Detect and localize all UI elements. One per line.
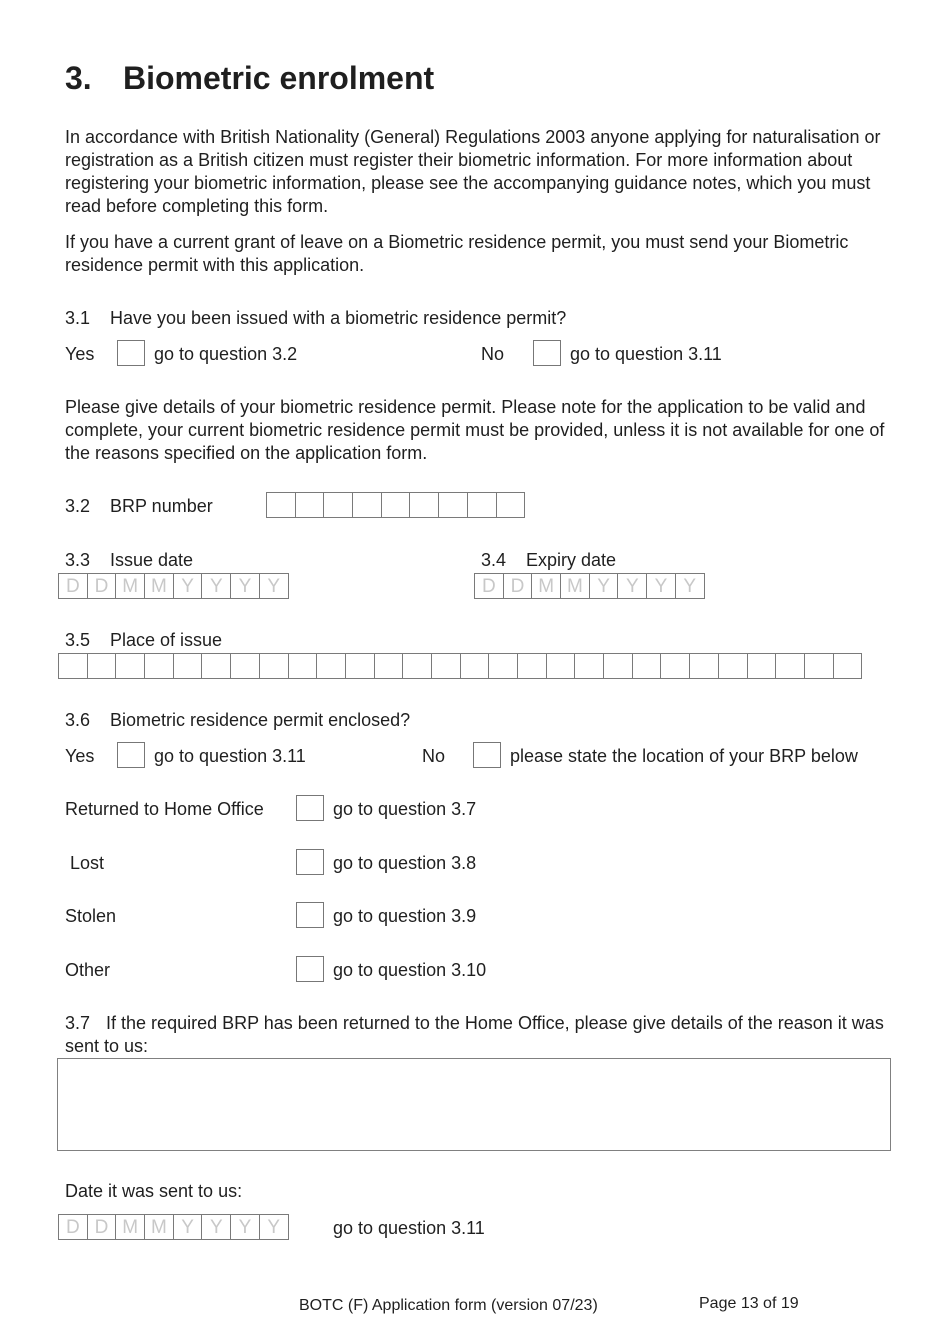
date-cell[interactable]: Y xyxy=(589,573,619,599)
brp-digit-cell[interactable] xyxy=(496,492,526,518)
place-char-cell[interactable] xyxy=(517,653,547,679)
expiry-date-input[interactable] xyxy=(474,573,705,599)
q35-number: 3.5 xyxy=(65,630,91,650)
place-char-cell[interactable] xyxy=(173,653,203,679)
q34-label: Expiry date xyxy=(526,550,617,570)
q36-yes-label: Yes xyxy=(65,746,95,766)
place-char-cell[interactable] xyxy=(58,653,88,679)
location-lost-checkbox[interactable] xyxy=(296,849,324,875)
place-char-cell[interactable] xyxy=(431,653,461,679)
place-char-cell[interactable] xyxy=(718,653,748,679)
details-paragraph: Please give details of your biometric residence permit. Please note for the application to be valid and complete, your current biometric residence permit must be provided, unless it is not available for one of the reasons specified on the application form. xyxy=(65,397,885,463)
place-char-cell[interactable] xyxy=(775,653,805,679)
q33-number: 3.3 xyxy=(65,550,91,570)
q37-number: 3.7 xyxy=(65,1013,91,1033)
place-char-cell[interactable] xyxy=(115,653,145,679)
date-cell[interactable]: M xyxy=(144,1214,174,1240)
place-char-cell[interactable] xyxy=(144,653,174,679)
date-cell[interactable]: Y xyxy=(230,573,260,599)
footer-form-name: BOTC (F) Application form (version 07/23) xyxy=(299,1297,598,1314)
place-char-cell[interactable] xyxy=(259,653,289,679)
q36-yes-checkbox[interactable] xyxy=(117,742,145,768)
date-cell[interactable]: M xyxy=(531,573,561,599)
location-other-goto: go to question 3.10 xyxy=(333,960,487,980)
q31-no-label: No xyxy=(481,344,505,364)
date-cell[interactable]: M xyxy=(560,573,590,599)
place-char-cell[interactable] xyxy=(230,653,260,679)
q34-number: 3.4 xyxy=(481,550,507,570)
q31-question: Have you been issued with a biometric residence permit? xyxy=(110,308,567,328)
place-char-cell[interactable] xyxy=(603,653,633,679)
brp-digit-cell[interactable] xyxy=(323,492,353,518)
brp-number-input[interactable] xyxy=(266,492,525,518)
place-char-cell[interactable] xyxy=(402,653,432,679)
date-cell[interactable]: M xyxy=(115,1214,145,1240)
location-other-label: Other xyxy=(65,960,111,980)
place-of-issue-input[interactable] xyxy=(58,653,862,679)
place-char-cell[interactable] xyxy=(689,653,719,679)
brp-digit-cell[interactable] xyxy=(467,492,497,518)
location-other-checkbox[interactable] xyxy=(296,956,324,982)
date-cell[interactable]: M xyxy=(115,573,145,599)
date-cell[interactable]: D xyxy=(58,573,88,599)
place-char-cell[interactable] xyxy=(632,653,662,679)
place-char-cell[interactable] xyxy=(488,653,518,679)
q37-text: If the required BRP has been returned to the Home Office, please give details of the reason it was sent to us: xyxy=(65,1013,884,1056)
date-sent-goto: go to question 3.11 xyxy=(333,1218,485,1238)
brp-digit-cell[interactable] xyxy=(352,492,382,518)
date-cell[interactable]: M xyxy=(144,573,174,599)
section-number: 3. xyxy=(65,60,92,96)
brp-digit-cell[interactable] xyxy=(295,492,325,518)
q33-label: Issue date xyxy=(110,550,194,570)
q32-label: BRP number xyxy=(110,496,213,516)
date-sent-input[interactable] xyxy=(58,1214,289,1240)
brp-digit-cell[interactable] xyxy=(438,492,468,518)
return-reason-textarea[interactable] xyxy=(57,1058,891,1151)
date-cell[interactable]: Y xyxy=(675,573,705,599)
date-cell[interactable]: Y xyxy=(617,573,647,599)
date-cell[interactable]: Y xyxy=(201,573,231,599)
place-char-cell[interactable] xyxy=(546,653,576,679)
date-cell[interactable]: D xyxy=(58,1214,88,1240)
q32-number: 3.2 xyxy=(65,496,91,516)
place-char-cell[interactable] xyxy=(201,653,231,679)
brp-digit-cell[interactable] xyxy=(266,492,296,518)
place-char-cell[interactable] xyxy=(833,653,863,679)
location-returned-goto: go to question 3.7 xyxy=(333,799,477,819)
place-char-cell[interactable] xyxy=(87,653,117,679)
date-cell[interactable]: D xyxy=(503,573,533,599)
date-cell[interactable]: Y xyxy=(230,1214,260,1240)
place-char-cell[interactable] xyxy=(804,653,834,679)
issue-date-input[interactable] xyxy=(58,573,289,599)
date-cell[interactable]: D xyxy=(87,1214,117,1240)
location-lost-goto: go to question 3.8 xyxy=(333,853,477,873)
q31-no-goto: go to question 3.11 xyxy=(570,344,722,364)
date-cell[interactable]: Y xyxy=(646,573,676,599)
date-cell[interactable]: Y xyxy=(173,573,203,599)
place-char-cell[interactable] xyxy=(747,653,777,679)
intro-paragraph-2: If you have a current grant of leave on a Biometric residence permit, you must send your Biometric residence permit with this application. xyxy=(65,232,849,275)
q35-label: Place of issue xyxy=(110,630,223,650)
q36-no-label: No xyxy=(422,746,446,766)
intro-paragraph-1: In accordance with British Nationality (General) Regulations 2003 anyone applying for naturalisation or registration as a British citizen must register their biometric information. For more information about registering your biometric information, please see the accompanying guidance notes, which you must read before completing this form. xyxy=(65,127,881,216)
place-char-cell[interactable] xyxy=(460,653,490,679)
place-char-cell[interactable] xyxy=(288,653,318,679)
q31-yes-label: Yes xyxy=(65,344,95,364)
q36-no-checkbox[interactable] xyxy=(473,742,501,768)
q31-yes-goto: go to question 3.2 xyxy=(154,344,298,364)
date-sent-label: Date it was sent to us: xyxy=(65,1181,243,1201)
date-cell[interactable]: D xyxy=(474,573,504,599)
date-cell[interactable]: Y xyxy=(173,1214,203,1240)
location-returned-checkbox[interactable] xyxy=(296,795,324,821)
date-cell[interactable]: D xyxy=(87,573,117,599)
q31-number: 3.1 xyxy=(65,308,91,328)
q36-question: Biometric residence permit enclosed? xyxy=(110,710,411,730)
date-cell[interactable]: Y xyxy=(201,1214,231,1240)
location-lost-label: Lost xyxy=(70,853,105,873)
q36-no-goto: please state the location of your BRP below xyxy=(510,746,858,766)
place-char-cell[interactable] xyxy=(574,653,604,679)
place-char-cell[interactable] xyxy=(316,653,346,679)
place-char-cell[interactable] xyxy=(345,653,375,679)
q31-no-checkbox[interactable] xyxy=(533,340,561,366)
location-stolen-label: Stolen xyxy=(65,906,117,926)
place-char-cell[interactable] xyxy=(374,653,404,679)
q36-yes-goto: go to question 3.11 xyxy=(154,746,306,766)
place-char-cell[interactable] xyxy=(660,653,690,679)
date-cell[interactable]: Y xyxy=(259,573,289,599)
brp-digit-cell[interactable] xyxy=(409,492,439,518)
location-stolen-checkbox[interactable] xyxy=(296,902,324,928)
footer-page-number: Page 13 of 19 xyxy=(699,1295,799,1312)
location-returned-label: Returned to Home Office xyxy=(65,799,264,819)
q37-question xyxy=(65,1012,895,1058)
date-cell[interactable]: Y xyxy=(259,1214,289,1240)
q36-number: 3.6 xyxy=(65,710,91,730)
brp-digit-cell[interactable] xyxy=(381,492,411,518)
q31-yes-checkbox[interactable] xyxy=(117,340,145,366)
location-stolen-goto: go to question 3.9 xyxy=(333,906,477,926)
page-title: Biometric enrolment xyxy=(123,60,435,96)
